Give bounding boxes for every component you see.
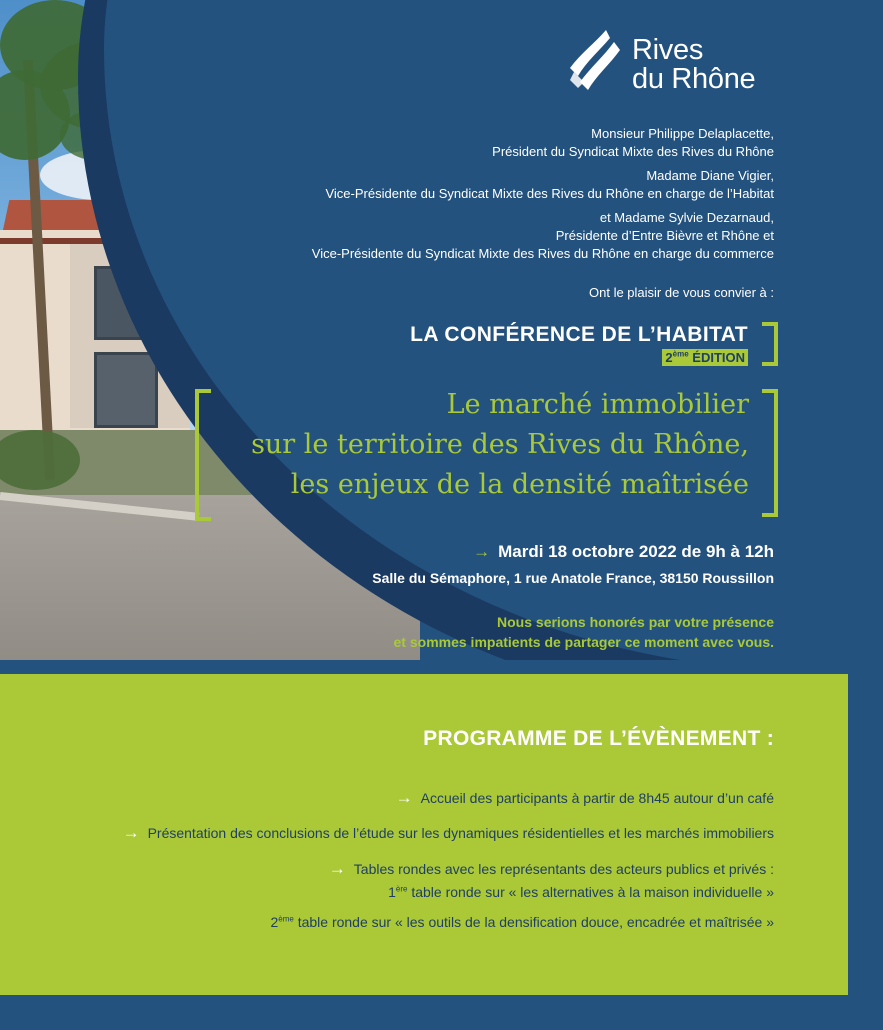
subitem-suffix: ère xyxy=(395,884,408,894)
hosts-block xyxy=(312,125,774,269)
host-role: Vice-Présidente du Syndicat Mixte des Rives du Rhône en charge de l’Habitat xyxy=(325,186,774,201)
bracket-right-decoration xyxy=(762,389,778,517)
programme-subitem-2 xyxy=(270,914,774,930)
programme-subitem-1 xyxy=(388,884,774,900)
arrow-right-icon: → xyxy=(122,823,140,842)
event-date-text: Mardi 18 octobre 2022 de 9h à 12h xyxy=(498,542,774,561)
honor-line-1: Nous serions honorés par votre présence xyxy=(497,614,774,630)
programme-title: PROGRAMME DE L’ÉVÈNEMENT : xyxy=(423,727,774,750)
host-name: Monsieur Philippe Delaplacette, xyxy=(591,126,774,141)
edition-badge xyxy=(662,349,748,366)
bracket-left-decoration xyxy=(195,389,211,521)
host-3 xyxy=(312,209,774,263)
arrow-right-icon: → xyxy=(395,788,413,807)
host-2 xyxy=(312,167,774,203)
programme-item-1 xyxy=(396,788,774,808)
programme-item-2 xyxy=(123,823,774,843)
host-role: Présidente d’Entre Bièvre et Rhône et xyxy=(555,228,774,243)
subject-line-1: Le marché immobilier xyxy=(446,389,749,420)
subitem-number: 2 xyxy=(270,914,279,930)
arrow-right-icon: → xyxy=(328,859,346,878)
conference-subject xyxy=(251,385,749,505)
host-role-2: Vice-Présidente du Syndicat Mixte des Rives du Rhône en charge du commerce xyxy=(311,246,774,261)
event-date xyxy=(473,542,774,562)
logo-mark-icon xyxy=(566,28,626,94)
subitem-number: 1 xyxy=(388,884,396,900)
host-1 xyxy=(312,125,774,161)
host-role: Président du Syndicat Mixte des Rives du Rhône xyxy=(492,144,774,159)
subitem-text: table ronde sur « les outils de la densification douce, encadrée et maîtrisée » xyxy=(293,914,774,930)
subject-line-3: les enjeux de la densité maîtrisée xyxy=(290,469,749,500)
conference-title: LA CONFÉRENCE DE L’HABITAT xyxy=(410,323,748,346)
edition-number: 2 xyxy=(665,350,673,365)
programme-item-text: Accueil des participants à partir de 8h45 autour d’un café xyxy=(420,790,774,806)
programme-item-3 xyxy=(329,859,774,879)
host-name: et Madame Sylvie Dezarnaud, xyxy=(599,210,774,225)
rives-du-rhone-logo xyxy=(566,28,786,98)
logo-text xyxy=(632,36,755,94)
honor-message xyxy=(394,612,774,652)
invite-text: Ont le plaisir de vous convier à : xyxy=(589,285,774,300)
bracket-decoration-top xyxy=(762,322,778,366)
subitem-text: table ronde sur « les alternatives à la maison individuelle » xyxy=(407,884,774,900)
logo-line-1: Rives xyxy=(632,34,704,66)
logo-line-2: du Rhône xyxy=(632,63,756,95)
programme-item-text: Présentation des conclusions de l’étude sur les dynamiques résidentielles et les marchés immobiliers xyxy=(147,825,774,841)
event-venue: Salle du Sémaphore, 1 rue Anatole France, 38150 Roussillon xyxy=(372,570,774,586)
edition-suffix: ème xyxy=(672,349,689,359)
subject-line-2: sur le territoire des Rives du Rhône, xyxy=(251,429,749,460)
subitem-suffix: ème xyxy=(278,914,294,924)
edition-word: ÉDITION xyxy=(688,350,745,365)
host-name: Madame Diane Vigier, xyxy=(646,168,774,183)
honor-line-2: et sommes impatients de partager ce moment avec vous. xyxy=(393,634,774,650)
arrow-right-icon: → xyxy=(473,542,491,561)
programme-item-text: Tables rondes avec les représentants des acteurs publics et privés : xyxy=(353,861,774,877)
